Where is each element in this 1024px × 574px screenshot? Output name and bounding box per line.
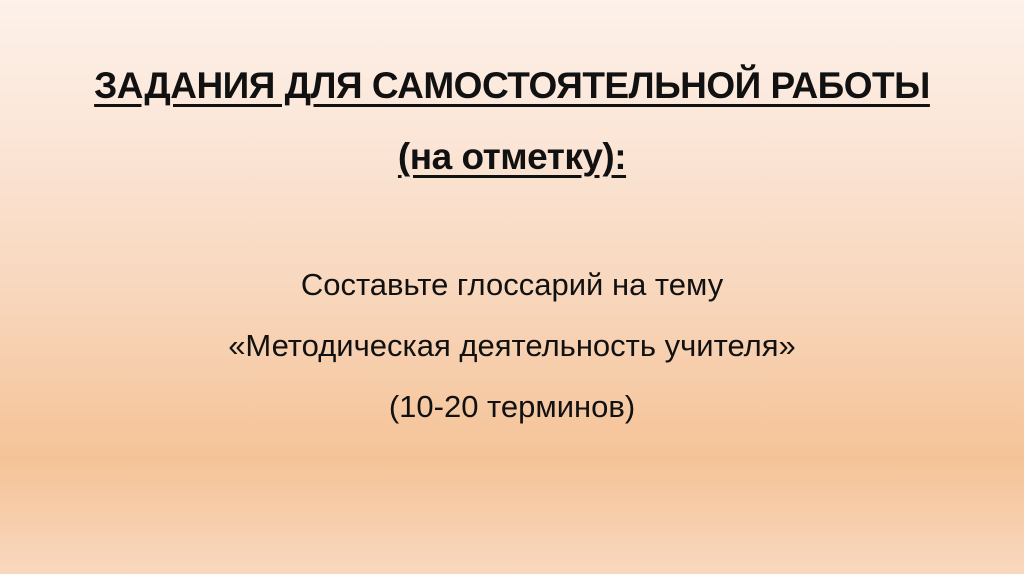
slide-body-line-3: (10-20 терминов) bbox=[388, 389, 636, 424]
slide-body-line-2: «Методическая деятельность учителя» bbox=[228, 328, 796, 363]
slide-title-line-1: ЗАДАНИЯ ДЛЯ САМОСТОЯТЕЛЬНОЙ РАБОТЫ bbox=[94, 65, 930, 106]
slide-body-line-1: Составьте глоссарий на тему bbox=[300, 267, 724, 302]
slide-title-line-2: (на отметку): bbox=[397, 136, 627, 177]
